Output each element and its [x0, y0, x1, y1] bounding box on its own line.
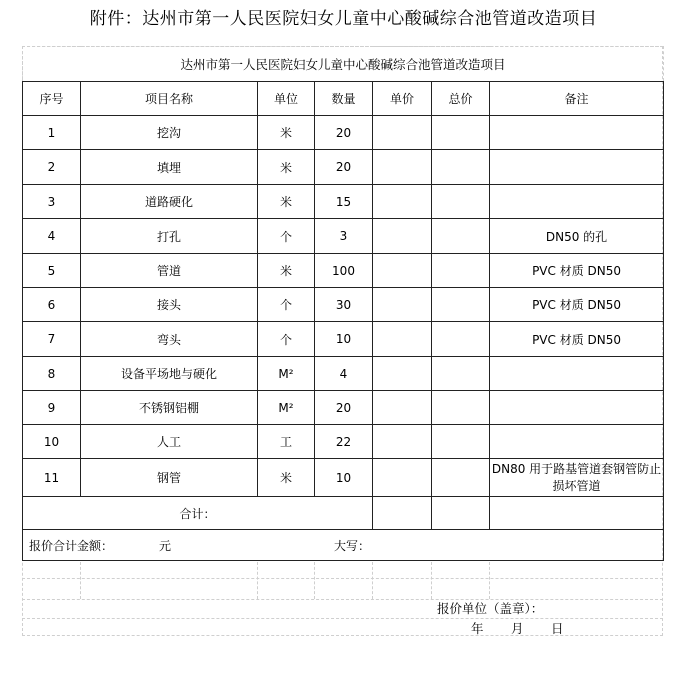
cell-seq: 5	[23, 254, 81, 288]
cell-name: 人工	[81, 425, 258, 459]
gridline	[431, 562, 432, 599]
cell-total	[432, 391, 490, 425]
cell-price	[373, 425, 432, 459]
subtotal-note	[490, 497, 664, 530]
table-caption: 达州市第一人民医院妇女儿童中心酸碱综合池管道改造项目	[23, 47, 664, 82]
cell-name: 不锈钢铝棚	[81, 391, 258, 425]
cell-seq: 3	[23, 185, 81, 219]
subtotal-price	[373, 497, 432, 530]
header-seq: 序号	[23, 82, 81, 116]
cell-price	[373, 116, 432, 150]
table-row	[23, 357, 664, 391]
cell-name: 设备平场地与硬化	[81, 357, 258, 391]
cell-qty: 22	[315, 425, 373, 459]
gridline	[372, 562, 373, 599]
cell-note: PVC 材质 DN50	[490, 322, 664, 357]
gridline	[257, 562, 258, 599]
cell-unit: 米	[258, 185, 315, 219]
cell-seq: 2	[23, 150, 81, 185]
cell-unit: 个	[258, 219, 315, 254]
gridline	[22, 635, 663, 636]
cell-note	[490, 425, 664, 459]
cell-total	[432, 150, 490, 185]
cell-name: 挖沟	[81, 116, 258, 150]
table-row	[23, 425, 664, 459]
cell-total	[432, 357, 490, 391]
cell-price	[373, 357, 432, 391]
cell-total	[432, 185, 490, 219]
cell-price	[373, 459, 432, 497]
cell-note	[490, 357, 664, 391]
amount-currency: 元	[159, 538, 172, 553]
table-row	[23, 288, 664, 322]
cell-seq: 6	[23, 288, 81, 322]
cell-unit: 工	[258, 425, 315, 459]
cell-name: 打孔	[81, 219, 258, 254]
header-note: 备注	[490, 82, 664, 116]
cell-qty: 10	[315, 459, 373, 497]
amount-uppercase-label: 大写：	[334, 538, 371, 553]
header-total: 总价	[432, 82, 490, 116]
cell-unit: 米	[258, 150, 315, 185]
cell-name: 管道	[81, 254, 258, 288]
cell-name: 弯头	[81, 322, 258, 357]
cell-price	[373, 391, 432, 425]
cell-price	[373, 150, 432, 185]
cell-unit: M²	[258, 391, 315, 425]
cell-unit: 个	[258, 322, 315, 357]
cell-price	[373, 288, 432, 322]
gridline	[489, 562, 490, 599]
amount-cell	[23, 530, 664, 561]
cell-price	[373, 254, 432, 288]
subtotal-label: 合计：	[23, 497, 373, 530]
cell-total	[432, 322, 490, 357]
date-day: 日	[551, 621, 564, 636]
cell-qty: 4	[315, 357, 373, 391]
gridline	[22, 599, 663, 600]
cell-seq: 10	[23, 425, 81, 459]
cell-qty: 20	[315, 116, 373, 150]
cell-note	[490, 116, 664, 150]
subtotal-row	[23, 497, 664, 530]
quoting-company-label: 报价单位（盖章）：	[437, 601, 544, 616]
table-row	[23, 459, 664, 497]
quotation-table	[22, 46, 664, 561]
gridline	[22, 578, 663, 579]
cell-seq: 1	[23, 116, 81, 150]
cell-name: 接头	[81, 288, 258, 322]
cell-note: PVC 材质 DN50	[490, 288, 664, 322]
cell-seq: 11	[23, 459, 81, 497]
header-name: 项目名称	[81, 82, 258, 116]
page-title: 附件：达州市第一人民医院妇女儿童中心酸碱综合池管道改造项目	[89, 9, 598, 29]
subtotal-total	[432, 497, 490, 530]
cell-unit: 个	[258, 288, 315, 322]
cell-note: PVC 材质 DN50	[490, 254, 664, 288]
cell-total	[432, 219, 490, 254]
cell-total	[432, 425, 490, 459]
cell-name: 钢管	[81, 459, 258, 497]
cell-qty: 20	[315, 391, 373, 425]
amount-label: 报价合计金额：	[29, 538, 114, 553]
gridline	[22, 618, 663, 619]
cell-seq: 8	[23, 357, 81, 391]
cell-total	[432, 288, 490, 322]
cell-unit: 米	[258, 459, 315, 497]
cell-qty: 15	[315, 185, 373, 219]
date-month: 月	[511, 621, 524, 636]
table-row	[23, 391, 664, 425]
cell-qty: 3	[315, 219, 373, 254]
cell-seq: 7	[23, 322, 81, 357]
cell-note	[490, 391, 664, 425]
table-row	[23, 219, 664, 254]
header-price: 单价	[373, 82, 432, 116]
header-unit: 单位	[258, 82, 315, 116]
cell-qty: 20	[315, 150, 373, 185]
cell-price	[373, 322, 432, 357]
cell-unit: M²	[258, 357, 315, 391]
gridline	[80, 562, 81, 599]
cell-unit: 米	[258, 254, 315, 288]
cell-note: DN50 的孔	[490, 219, 664, 254]
date-year: 年	[471, 621, 484, 636]
table-row	[23, 254, 664, 288]
cell-total	[432, 254, 490, 288]
table-row	[23, 185, 664, 219]
cell-total	[432, 116, 490, 150]
quotation-sheet	[22, 46, 663, 636]
cell-price	[373, 219, 432, 254]
header-row	[23, 82, 664, 116]
cell-name: 道路硬化	[81, 185, 258, 219]
cell-qty: 100	[315, 254, 373, 288]
table-row	[23, 116, 664, 150]
table-row	[23, 150, 664, 185]
cell-seq: 9	[23, 391, 81, 425]
cell-price	[373, 185, 432, 219]
cell-seq: 4	[23, 219, 81, 254]
caption-row	[23, 47, 664, 82]
cell-qty: 30	[315, 288, 373, 322]
gridline	[314, 562, 315, 599]
header-qty: 数量	[315, 82, 373, 116]
amount-row	[23, 530, 664, 561]
cell-note	[490, 150, 664, 185]
cell-note	[490, 185, 664, 219]
table-row	[23, 322, 664, 357]
cell-name: 填埋	[81, 150, 258, 185]
cell-qty: 10	[315, 322, 373, 357]
cell-total	[432, 459, 490, 497]
cell-note: DN80 用于路基管道套钢管防止损坏管道	[490, 459, 664, 497]
cell-unit: 米	[258, 116, 315, 150]
